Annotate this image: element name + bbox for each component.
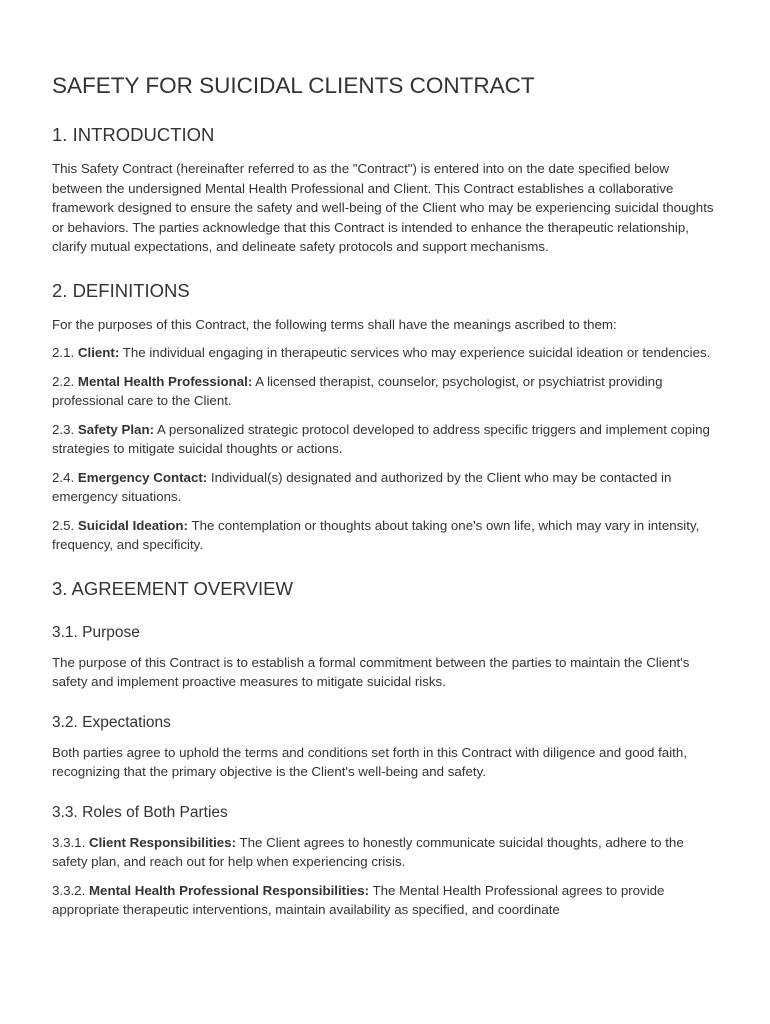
section-heading-agreement-overview: 3. AGREEMENT OVERVIEW <box>52 577 293 599</box>
section-heading-introduction: 1. INTRODUCTION <box>52 124 215 145</box>
definition-term: Emergency Contact: <box>77 469 208 485</box>
subsection-heading-purpose: 3.1. Purpose <box>52 623 140 641</box>
definition-number: 2.3. <box>52 421 75 437</box>
definition-term: Client: <box>77 345 120 360</box>
definition-number: 2.4. <box>52 469 75 485</box>
definition-text: A licensed therapist, counselor, psychologist, or psychiatrist providing professional care to the Client. <box>52 373 663 408</box>
role-number: 3.3.1. <box>52 834 86 850</box>
document-title: SAFETY FOR SUICIDAL CLIENTS CONTRACT <box>52 73 535 98</box>
role-text: The Mental Health Professional agrees to provide appropriate therapeutic interventions, maintain availability as specified, and coordinate <box>52 882 665 917</box>
subsection-heading-expectations: 3.2. Expectations <box>52 713 171 731</box>
expectations-paragraph: Both parties agree to uphold the terms and conditions set forth in this Contract with diligence and good faith, recognizing that the primary objective is the Client's well-being and safety. <box>52 744 687 779</box>
section-heading-definitions: 2. DEFINITIONS <box>52 279 190 301</box>
definition-number: 2.2. <box>52 373 75 389</box>
role-text: The Client agrees to honestly communicate suicidal thoughts, adhere to the safety plan, and reach out for help when experiencing crisis. <box>52 834 684 869</box>
document-page <box>52 72 722 920</box>
subsection-heading-roles: 3.3. Roles of Both Parties <box>52 803 228 821</box>
definition-text: The contemplation or thoughts about taking one's own life, which may vary in intensity, frequency, and specificity. <box>52 517 700 552</box>
definitions-intro: For the purposes of this Contract, the following terms shall have the meanings ascribed to them: <box>52 316 617 332</box>
definition-text: Individual(s) designated and authorized by the Client who may be contacted in emergency situations. <box>52 469 672 504</box>
definition-client <box>52 343 722 363</box>
definition-suicidal-ideation <box>52 516 722 555</box>
purpose-paragraph: The purpose of this Contract is to establish a formal commitment between the parties to maintain the Client's safety and implement proactive measures to mitigate suicidal risks. <box>52 654 690 689</box>
role-number: 3.3.2. <box>52 882 86 898</box>
definition-mental-health-professional <box>52 372 722 411</box>
role-professional-responsibilities <box>52 881 722 920</box>
definition-number: 2.5. <box>52 517 75 533</box>
definition-term: Mental Health Professional: <box>77 373 253 389</box>
definition-emergency-contact <box>52 468 722 507</box>
definition-text: The individual engaging in therapeutic services who may experience suicidal ideation or tendencies. <box>122 345 711 360</box>
definition-text: A personalized strategic protocol developed to address specific triggers and implement coping strategies to mitigate suicidal thoughts or actions. <box>52 421 710 456</box>
definition-term: Suicidal Ideation: <box>77 517 188 533</box>
role-term: Client Responsibilities: <box>88 834 237 850</box>
role-client-responsibilities <box>52 833 722 872</box>
definition-number: 2.1. <box>52 345 75 360</box>
definition-safety-plan <box>52 420 722 459</box>
role-term: Mental Health Professional Responsibilities: <box>88 882 370 898</box>
introduction-paragraph: This Safety Contract (hereinafter referred to as the "Contract") is entered into on the date specified below between the undersigned Mental Health Professional and Client. This Contract establishes a collaborative framework designed to ensure the safety and well-being of the Client who may be experiencing suicidal thoughts or behaviors. The parties acknowledge that this Contract is intended to enhance the therapeutic relationship, clarify mutual expectations, and delineate safety protocols and support mechanisms. <box>52 161 714 254</box>
definition-term: Safety Plan: <box>77 421 155 437</box>
